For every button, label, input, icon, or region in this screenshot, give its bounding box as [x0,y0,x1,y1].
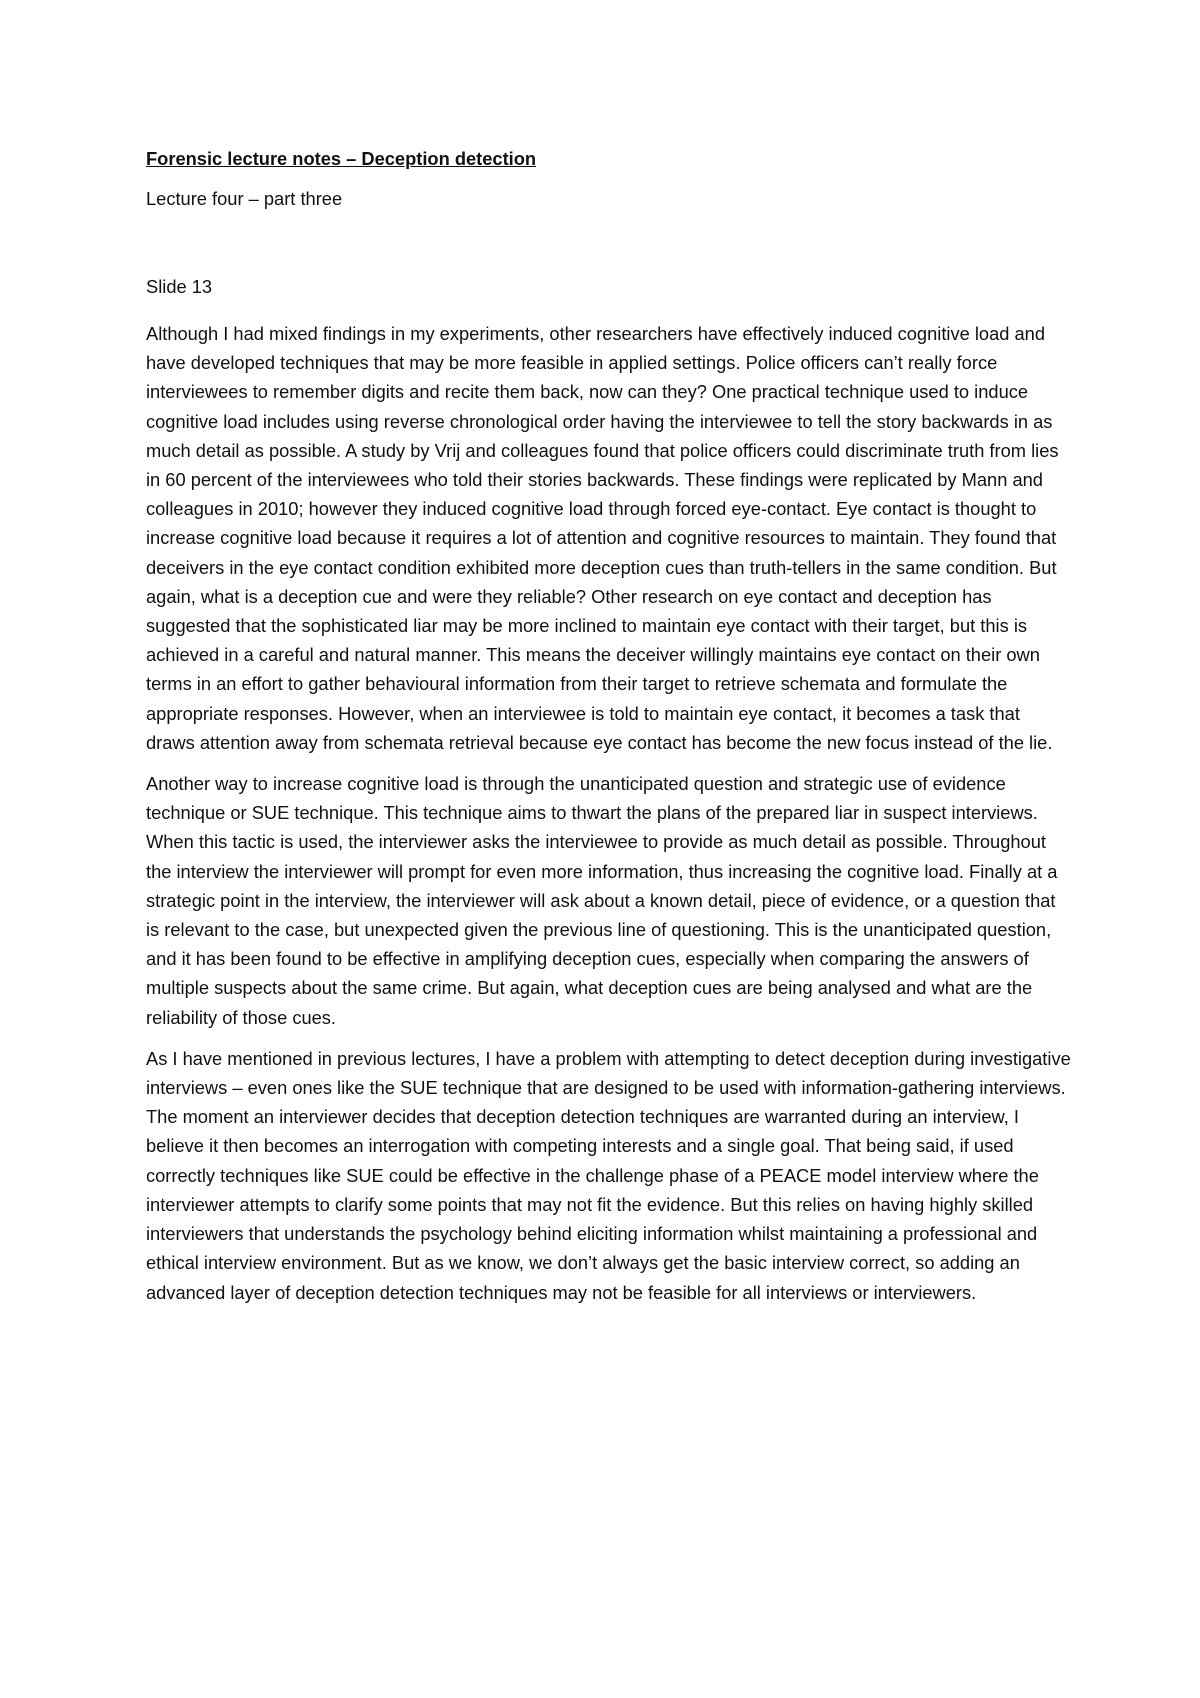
document-subtitle: Lecture four – part three [146,188,343,209]
slide-label: Slide 13 [146,276,213,297]
paragraph-2: Another way to increase cognitive load is through the unanticipated question and strategic use of evidence technique or SUE technique. This technique aims to thwart the plans of the prepared liar in suspect interviews. When this tactic is used, the interviewer asks the interviewee to provide as much detail as possible. Throughout the interview the interviewer will prompt for even more information, thus increasing the cognitive load. Finally at a strategic point in the interview, the interviewer will ask about a known detail, piece of evidence, or a question that is relevant to the case, but unexpected given the previous line of questioning. This is the unanticipated question, and it has been found to be effective in amplifying deception cues, especially when comparing the answers of multiple suspects about the same crime. But again, what deception cues are being analysed and what are the reliability of those cues. [146,773,1058,1028]
document-body [146,148,1072,1307]
document-title: Forensic lecture notes – Deception detection [146,148,537,169]
paragraph-1: Although I had mixed findings in my experiments, other researchers have effectively induced cognitive load and have developed techniques that may be more feasible in applied settings. Police officers can’t really force interviewees to remember digits and recite them back, now can they? One practical technique used to induce cognitive load includes using reverse chronological order having the interviewee to tell the story backwards in as much detail as possible. A study by Vrij and colleagues found that police officers could discriminate truth from lies in 60 percent of the interviewees who told their stories backwards. These findings were replicated by Mann and colleagues in 2010; however they induced cognitive load through forced eye-contact. Eye contact is thought to increase cognitive load because it requires a lot of attention and cognitive resources to maintain. They found that deceivers in the eye contact condition exhibited more deception cues than truth-tellers in the same condition. But again, what is a deception cue and were they reliable? Other research on eye contact and deception has suggested that the sophisticated liar may be more inclined to maintain eye contact with their target, but this is achieved in a careful and natural manner. This means the deceiver willingly maintains eye contact on their own terms in an effort to gather behavioural information from their target to retrieve schemata and formulate the appropriate responses. However, when an interviewee is told to maintain eye contact, it becomes a task that draws attention away from schemata retrieval because eye contact has become the new focus instead of the lie. [146,323,1059,753]
paragraph-3: As I have mentioned in previous lectures, I have a problem with attempting to detect deception during investigative interviews – even ones like the SUE technique that are designed to be used with information-gathering interviews. The moment an interviewer decides that deception detection techniques are warranted during an interview, I believe it then becomes an interrogation with competing interests and a single goal. That being said, if used correctly techniques like SUE could be effective in the challenge phase of a PEACE model interview where the interviewer attempts to clarify some points that may not fit the evidence. But this relies on having highly skilled interviewers that understands the psychology behind eliciting information whilst maintaining a professional and ethical interview environment. But as we know, we don’t always get the basic interview correct, so adding an advanced layer of deception detection techniques may not be feasible for all interviews or interviewers. [146,1047,1071,1303]
